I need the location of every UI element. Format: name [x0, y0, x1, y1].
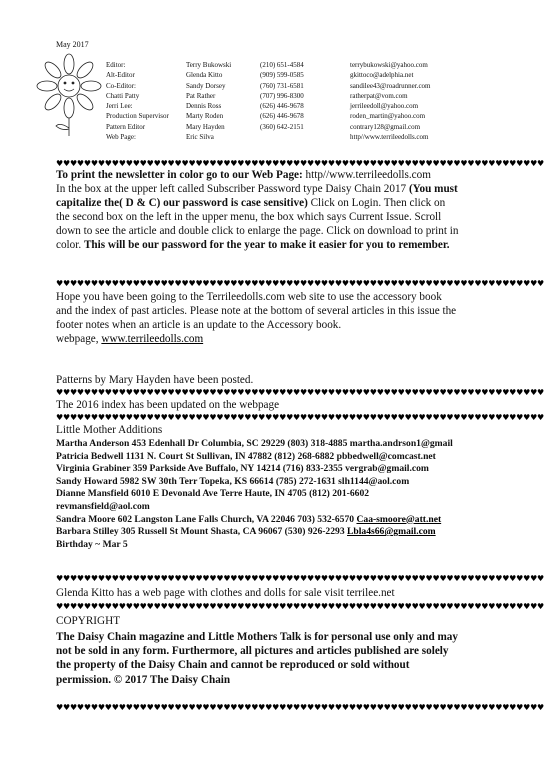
password-instructions: In the box at the upper left called Subscriber Password type Daisy Chain 2017 — [56, 183, 409, 195]
staff-role: Chatti Patty — [106, 91, 140, 100]
staff-name: Mary Hayden — [186, 122, 225, 131]
staff-name: Marty Roden — [186, 112, 224, 121]
staff-role: Co-Editor: — [106, 81, 136, 90]
print-lead: To print the newsletter in color go to our Web Page: — [56, 169, 303, 181]
staff-email[interactable]: contrary128@gmail.com — [350, 122, 421, 131]
member-email-link[interactable]: Caa-smoore@att.net — [356, 513, 442, 525]
staff-email[interactable]: terrybukowski@yahoo.com — [350, 61, 428, 69]
staff-phone: (626) 446-9678 — [260, 112, 304, 121]
staff-name: Terry Bukowski — [186, 61, 232, 69]
staff-phone: (909) 599-0585 — [260, 71, 304, 80]
staff-name: Glenda Kitto — [186, 71, 223, 80]
member-entry: Virginia Grabiner 359 Parkside Ave Buffalo, NY 14214 (716) 833-2355 vergrab@gmail.com — [56, 463, 429, 475]
staff-name: Eric Silva — [186, 133, 214, 142]
copyright-heading: COPYRIGHT — [56, 615, 121, 627]
staff-row — [106, 122, 486, 132]
staff-name: Sandy Dorsey — [186, 81, 226, 90]
webpage-label: webpage, — [56, 333, 102, 345]
issue-date: May 2017 — [56, 40, 89, 49]
staff-phone: (760) 731-6581 — [260, 81, 304, 90]
staff-email[interactable]: ratherpat@vom.com — [350, 91, 408, 100]
member-entry: Sandy Howard 5982 SW 30th Terr Topeka, KS 66614 (785) 272-1631 slh1144@aol.com — [56, 475, 410, 487]
member-entry: Sandra Moore 602 Langston Lane Falls Church, VA 22046 703) 532-6570 — [56, 513, 357, 525]
little-mother-heading: Little Mother Additions — [56, 424, 163, 436]
staff-role: Production Supervisor — [106, 112, 169, 121]
accessory-text: Hope you have been going to the Terrileedolls.com web site to use the accessory book and the index of past articles. Please note at the bottom of several articles in this issue the footer notes when an article is an update to the Accessory book. — [56, 291, 457, 331]
staff-name: Dennis Ross — [186, 102, 222, 111]
little-mother-list — [56, 438, 460, 551]
password-closing: This will be our password for the year to make it easier for you to remember. — [83, 239, 450, 251]
staff-role: Jerri Lee: — [106, 102, 133, 111]
heart-divider: ♥♥♥♥♥♥♥♥♥♥♥♥♥♥♥♥♥♥♥♥♥♥♥♥♥♥♥♥♥♥♥♥♥♥♥♥♥♥♥♥♥♥♥♥♥♥♥♥♥♥♥♥♥♥♥♥♥♥♥♥♥♥♥♥♥♥♥♥♥♥ — [56, 388, 544, 397]
birthday-note: Birthday ~ Mar 5 — [56, 538, 128, 550]
staff-row — [106, 60, 486, 70]
staff-role: Editor: — [106, 61, 126, 69]
heart-divider: ♥♥♥♥♥♥♥♥♥♥♥♥♥♥♥♥♥♥♥♥♥♥♥♥♥♥♥♥♥♥♥♥♥♥♥♥♥♥♥♥♥♥♥♥♥♥♥♥♥♥♥♥♥♥♥♥♥♥♥♥♥♥♥♥♥♥♥♥♥♥ — [56, 279, 544, 288]
staff-email[interactable]: roden_martin@yahoo.com — [350, 112, 426, 121]
staff-directory — [106, 60, 486, 142]
staff-phone: (360) 642-2151 — [260, 122, 304, 131]
copyright-text: The Daisy Chain magazine and Little Mothers Talk is for personal use only and may not be sold in any form. Furthermore, all pictures and articles published are solely the property of the Daisy Chain and cannot be reproduced or sold without permission. © 2017 The Daisy Chain — [56, 631, 458, 686]
staff-email[interactable]: sandilee43@roadrunner.com — [350, 81, 431, 90]
accessory-book-notice — [56, 290, 460, 346]
staff-phone — [260, 132, 350, 142]
staff-phone: (210) 651-4584 — [260, 61, 304, 69]
staff-email[interactable]: gkittoco@adelphia.net — [350, 71, 414, 80]
daisy-logo — [36, 52, 102, 138]
glenda-notice: Glenda Kitto has a web page with clothes and dolls for sale visit terrilee.net — [56, 587, 395, 599]
heart-divider: ♥♥♥♥♥♥♥♥♥♥♥♥♥♥♥♥♥♥♥♥♥♥♥♥♥♥♥♥♥♥♥♥♥♥♥♥♥♥♥♥♥♥♥♥♥♥♥♥♥♥♥♥♥♥♥♥♥♥♥♥♥♥♥♥♥♥♥♥♥♥ — [56, 413, 544, 422]
member-entry: Dianne Mansfield 6010 E Devonald Ave Terre Haute, IN 4705 (812) 201-6602 revmansfield@aol.com — [56, 488, 370, 512]
member-entry: Barbara Stilley 305 Russell St Mount Shasta, CA 96067 (530) 926-2293 — [56, 526, 348, 538]
staff-phone: (626) 446-9678 — [260, 102, 304, 111]
staff-row — [106, 91, 486, 101]
staff-role: Alt-Editor — [106, 71, 135, 80]
heart-divider: ♥♥♥♥♥♥♥♥♥♥♥♥♥♥♥♥♥♥♥♥♥♥♥♥♥♥♥♥♥♥♥♥♥♥♥♥♥♥♥♥♥♥♥♥♥♥♥♥♥♥♥♥♥♥♥♥♥♥♥♥♥♥♥♥♥♥♥♥♥♥ — [56, 602, 544, 611]
staff-role: Web Page: — [106, 133, 136, 142]
website-url[interactable]: http//www.terrileedolls.com — [305, 169, 431, 181]
staff-row — [106, 70, 486, 80]
patterns-notice: Patterns by Mary Hayden have been posted. — [56, 374, 254, 386]
staff-row — [106, 101, 486, 111]
staff-email[interactable]: jerrileedoll@yahoo.com — [350, 102, 419, 111]
staff-row — [106, 132, 486, 142]
staff-row — [106, 81, 486, 91]
password-note: (You must capitalize the( D & C) our password is case sensitive) — [56, 183, 458, 209]
staff-role: Pattern Editor — [106, 122, 146, 131]
staff-phone: (707) 996-8300 — [260, 91, 304, 100]
staff-email[interactable]: http//www.terrileedolls.com — [350, 133, 429, 142]
heart-divider: ♥♥♥♥♥♥♥♥♥♥♥♥♥♥♥♥♥♥♥♥♥♥♥♥♥♥♥♥♥♥♥♥♥♥♥♥♥♥♥♥♥♥♥♥♥♥♥♥♥♥♥♥♥♥♥♥♥♥♥♥♥♥♥♥♥♥♥♥♥♥ — [56, 574, 544, 583]
webpage-link[interactable]: www.terrileedolls.com — [101, 333, 204, 345]
download-instructions: Click on Login. Then click on the second box on the left in the upper menu, the box which says Current Issue. Scroll down to see the article and double click to enlarge the page. Click on download to print in color. — [56, 197, 459, 251]
staff-row — [106, 111, 486, 121]
staff-name: Pat Rather — [186, 91, 216, 100]
member-entry: Patricia Bedwell 1131 N. Court St Sullivan, IN 47882 (812) 268-6882 pbbedwell@comcast.net — [56, 450, 436, 462]
heart-divider: ♥♥♥♥♥♥♥♥♥♥♥♥♥♥♥♥♥♥♥♥♥♥♥♥♥♥♥♥♥♥♥♥♥♥♥♥♥♥♥♥♥♥♥♥♥♥♥♥♥♥♥♥♥♥♥♥♥♥♥♥♥♥♥♥♥♥♥♥♥♥ — [56, 159, 544, 168]
member-entry: Martha Anderson 453 Edenhall Dr Columbia, SC 29229 (803) 318-4885 martha.andrson1@gmail — [56, 438, 453, 449]
heart-divider: ♥♥♥♥♥♥♥♥♥♥♥♥♥♥♥♥♥♥♥♥♥♥♥♥♥♥♥♥♥♥♥♥♥♥♥♥♥♥♥♥♥♥♥♥♥♥♥♥♥♥♥♥♥♥♥♥♥♥♥♥♥♥♥♥♥♥♥♥♥♥ — [56, 703, 544, 712]
index-notice: The 2016 index has been updated on the webpage — [56, 399, 280, 411]
member-email-link[interactable]: Lbla4s66@gmail.com — [347, 526, 436, 538]
print-instructions — [56, 168, 460, 252]
